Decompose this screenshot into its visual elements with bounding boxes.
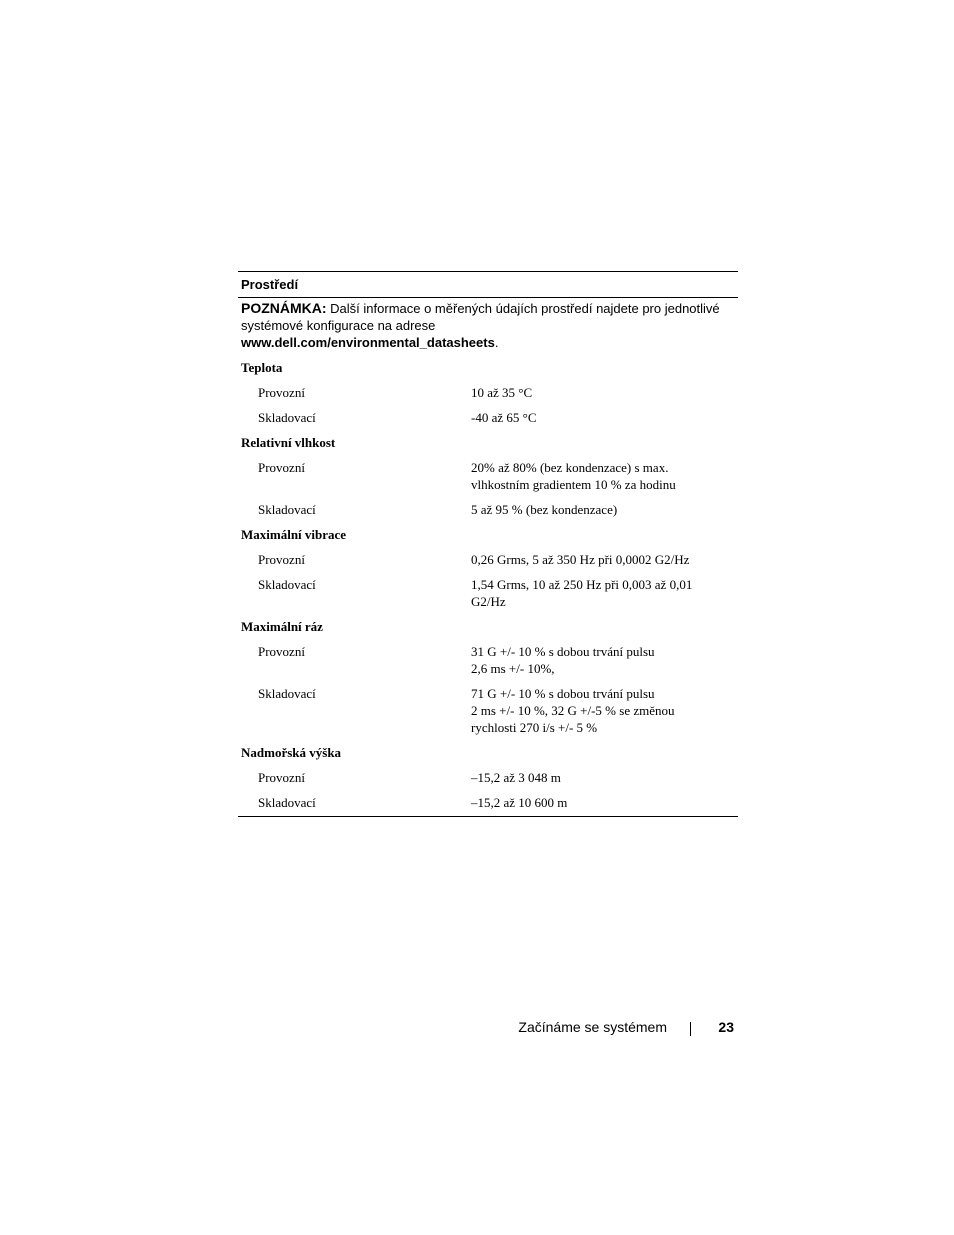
category-heading: Relativní vlhkost [241, 435, 336, 450]
note-url: www.dell.com/environmental_datasheets [241, 335, 495, 350]
row-label: Skladovací [258, 686, 316, 701]
row-value: –15,2 až 10 600 m [471, 795, 568, 810]
footer-separator [690, 1022, 691, 1036]
row-value: 1,54 Grms, 10 až 250 Hz při 0,003 až 0,01 G2/Hz [471, 577, 693, 609]
row-label: Skladovací [258, 795, 316, 810]
spec-row [238, 547, 738, 572]
category-heading: Maximální ráz [241, 619, 323, 634]
row-value: 5 až 95 % (bez kondenzace) [471, 502, 618, 517]
spec-body [238, 355, 738, 815]
category-heading: Nadmořská výška [241, 745, 342, 760]
row-value: 31 G +/- 10 % s dobou trvání pulsu 2,6 ms +/- 10%, [471, 644, 655, 676]
row-value: -40 až 65 °C [471, 410, 537, 425]
bottom-rule [238, 816, 738, 817]
note-end: . [494, 335, 499, 350]
category-heading: Maximální vibrace [241, 527, 347, 542]
row-label: Provozní [258, 460, 305, 475]
spec-row [238, 765, 738, 790]
spec-row [238, 572, 738, 614]
row-value: 10 až 35 °C [471, 385, 533, 400]
row-label: Skladovací [258, 577, 316, 592]
row-label: Skladovací [258, 410, 316, 425]
spec-row [238, 380, 738, 405]
row-label: Provozní [258, 385, 305, 400]
note-text: Další informace o měřených údajích prostředí najdete pro jednotlivé systémové konfigurace na adrese [241, 301, 720, 333]
note [238, 298, 738, 351]
row-label: Provozní [258, 552, 305, 567]
environment-spec-table [238, 271, 738, 817]
spec-row [238, 681, 738, 740]
category-heading: Teplota [241, 360, 283, 375]
spec-row [238, 790, 738, 815]
row-value: 71 G +/- 10 % s dobou trvání pulsu 2 ms +/- 10 %, 32 G +/-5 % se změnou rychlosti 270 i/s +/- 5 % [471, 686, 675, 735]
page-footer [0, 1019, 954, 1039]
note-label: POZNÁMKA: [241, 300, 327, 316]
row-label: Provozní [258, 770, 305, 785]
page-number: 23 [718, 1019, 734, 1035]
row-value: 20% až 80% (bez kondenzace) s max. vlhkostním gradientem 10 % za hodinu [471, 460, 676, 492]
footer-title: Začínáme se systémem [518, 1019, 667, 1035]
row-value: 0,26 Grms, 5 až 350 Hz při 0,0002 G2/Hz [471, 552, 690, 567]
row-label: Skladovací [258, 502, 316, 517]
section-title: Prostředí [241, 277, 299, 292]
spec-row [238, 455, 738, 497]
spec-row [238, 497, 738, 522]
spec-row [238, 405, 738, 430]
row-label: Provozní [258, 644, 305, 659]
row-value: –15,2 až 3 048 m [471, 770, 561, 785]
spec-row [238, 639, 738, 681]
